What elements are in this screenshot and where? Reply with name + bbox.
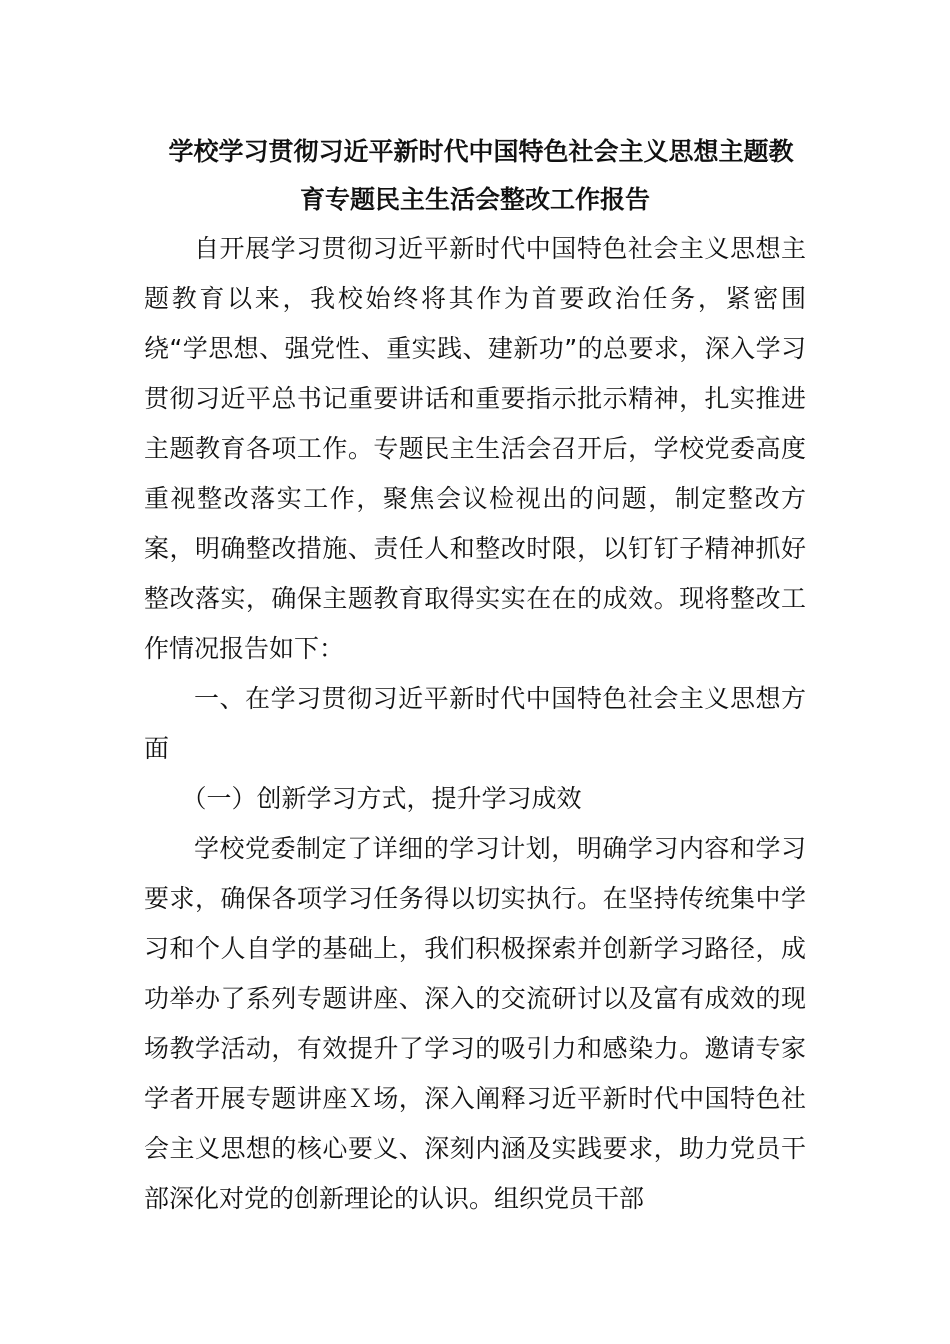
subsection-1-body: 学校党委制定了详细的学习计划，明确学习内容和学习要求，确保各项学习任务得以切实执行。在坚持传统集中学习和个人自学的基础上，我们积极探索并创新学习路径，成功举办了系列专题讲座、深入的交流研讨以及富有成效的现场教学活动，有效提升了学习的吸引力和感染力。邀请专家学者开展专题讲座Ｘ场，深入阐释习近平新时代中国特色社会主义思想的核心要义、深刻内涵及实践要求，助力党员干部深化对党的创新理论的认识。组织党员干部	[144, 834, 806, 1213]
section-1-heading: 一、在学习贯彻习近平新时代中国特色社会主义思想方面	[144, 684, 806, 763]
document-title	[144, 128, 806, 224]
intro-paragraph: 自开展学习贯彻习近平新时代中国特色社会主义思想主题教育以来，我校始终将其作为首要政治任务，紧密围绕“学思想、强党性、重实践、建新功”的总要求，深入学习贯彻习近平总书记重要讲话和重要指示批示精神，扎实推进主题教育各项工作。专题民主生活会召开后，学校党委高度重视整改落实工作，聚焦会议检视出的问题，制定整改方案，明确整改措施、责任人和整改时限，以钉钉子精神抓好整改落实，确保主题教育取得实实在在的成效。现将整改工作情况报告如下：	[144, 234, 806, 663]
document-page	[144, 128, 806, 1224]
title-line-2: 育专题民主生活会整改工作报告	[299, 185, 650, 214]
subsection-1-heading: （一）创新学习方式，提升学习成效	[181, 784, 582, 813]
title-line-1: 学校学习贯彻习近平新时代中国特色社会主义思想主题教	[168, 137, 794, 166]
